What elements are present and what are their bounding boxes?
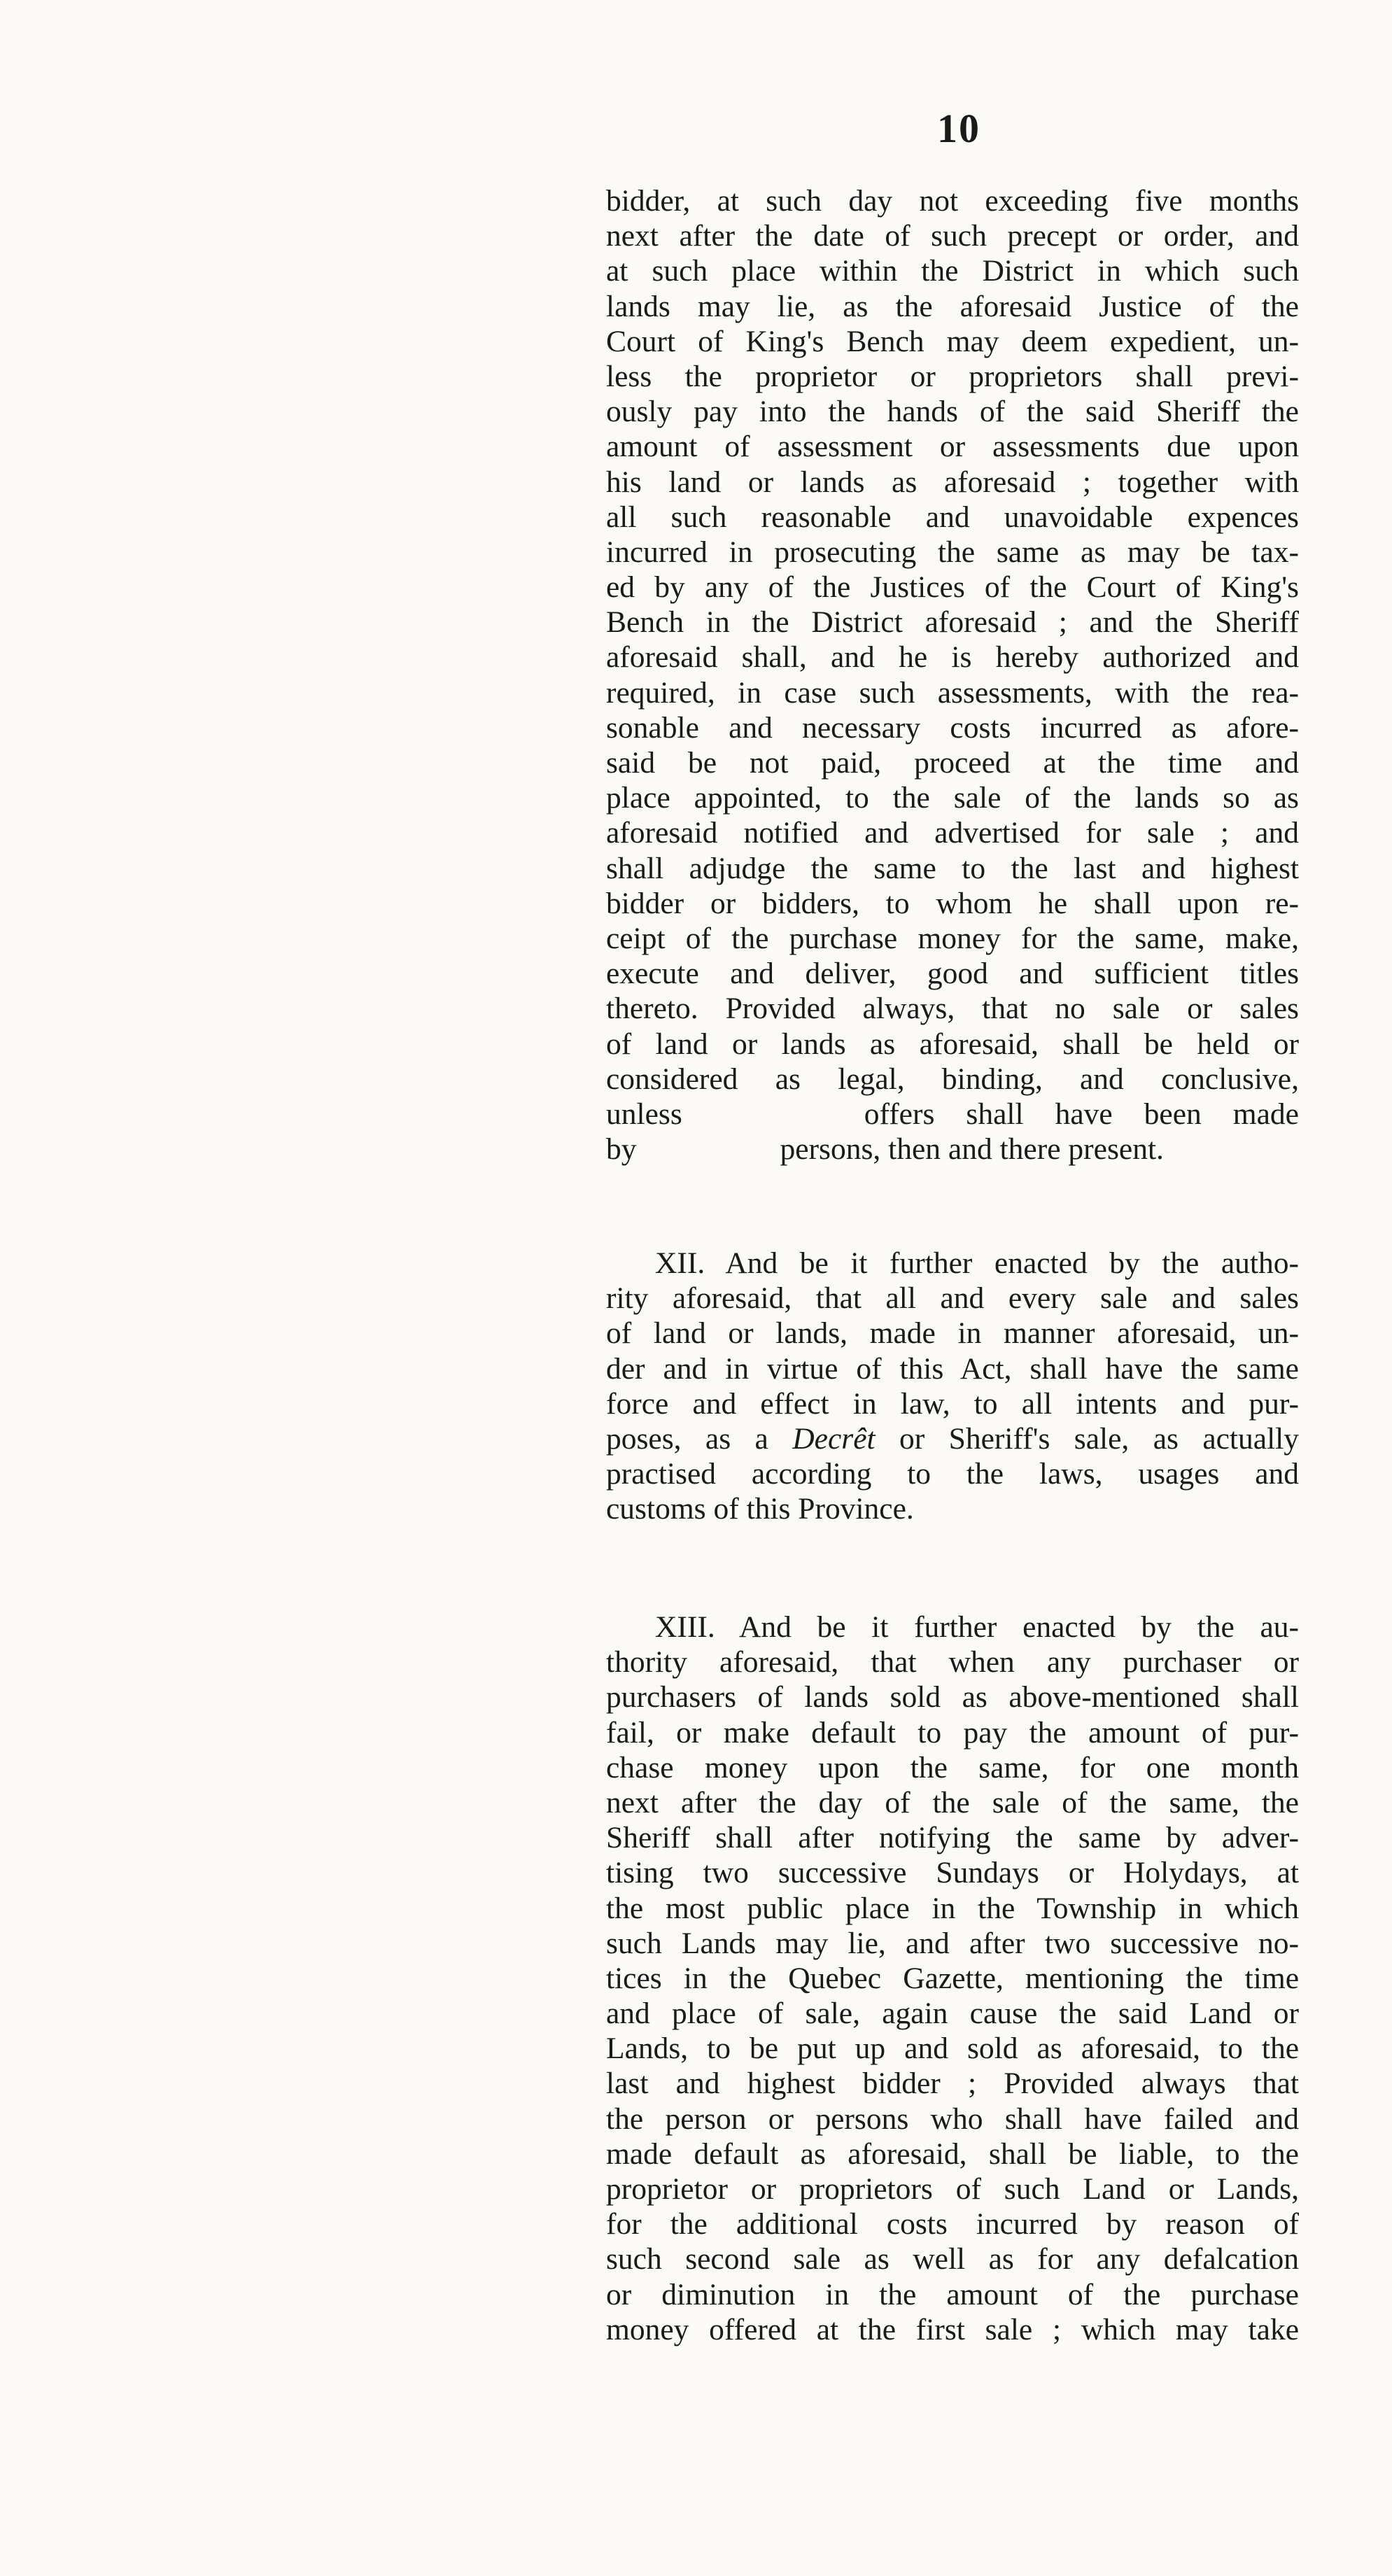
text-line: proprietor or proprietors of such Land or Lands, [606,2172,1299,2206]
text-line: considered as legal, binding, and conclusive, [606,1062,1299,1096]
text-line: of land or lands, made in manner aforesaid, un- [606,1316,1299,1351]
section-heading-line: XIII. And be it further enacted by the au- [655,1610,1299,1644]
text-line: bidder, at such day not exceeding five months [606,184,1299,218]
text-persons: persons, then and there present. [780,1132,1164,1167]
text-line: lands may lie, as the aforesaid Justice of the [606,289,1299,323]
section-13 [606,1610,1299,2347]
page-number: 10 [937,106,980,151]
text-line: purchasers of lands sold as above-mentioned shall [606,1680,1299,1715]
text-line: made default as aforesaid, shall be liable, to the [606,2137,1299,2171]
text-line: amount of assessment or assessments due upon [606,430,1299,464]
text-line: place appointed, to the sale of the lands so as [606,781,1299,815]
text-line: execute and deliver, good and sufficient titles [606,957,1299,991]
text-line: said be not paid, proceed at the time and [606,746,1299,780]
text-line: money offered at the first sale ; which may take [606,2312,1299,2346]
text-line: ed by any of the Justices of the Court of King's [606,570,1299,605]
text-line: der and in virtue of this Act, shall have the same [606,1351,1299,1386]
text-line: chase money upon the same, for one month [606,1750,1299,1785]
text-line: bidder or bidders, to whom he shall upon re- [606,886,1299,920]
text-line: next after the day of the sale of the same, the [606,1785,1299,1820]
section-12 [606,1246,1299,1527]
text-line-by [606,1132,1299,1167]
text-line: force and effect in law, to all intents and pur- [606,1386,1299,1421]
text-line: rity aforesaid, that all and every sale and sales [606,1281,1299,1316]
text-line: Sheriff shall after notifying the same by adver- [606,1821,1299,1855]
text-line: tices in the Quebec Gazette, mentioning the time [606,1961,1299,1995]
text-line: Lands, to be put up and sold as aforesaid, to the [606,2032,1299,2066]
text-line: customs of this Province. [606,1492,914,1526]
text-line: practised according to the laws, usages and [606,1457,1299,1491]
text-line-decret [606,1421,1299,1456]
text-line: ceipt of the purchase money for the same, make, [606,921,1299,955]
italic-term-decret: Decrêt [792,1421,876,1456]
text-line: of land or lands as aforesaid, shall be held or [606,1027,1299,1061]
text-line: the most public place in the Township in which [606,1891,1299,1925]
text-line: aforesaid notified and advertised for sale ; and [606,816,1299,850]
text-line: or diminution in the amount of the purchase [606,2277,1299,2311]
text-line: last and highest bidder ; Provided always that [606,2067,1299,2101]
text-line: at such place within the District in which such [606,254,1299,288]
text-sheriff-sale: or Sheriff's sale, as actually [899,1421,1299,1456]
text-line: such second sale as well as for any defalcation [606,2242,1299,2276]
text-line: all such reasonable and unavoidable expences [606,500,1299,534]
word-unless: unless [606,1097,682,1131]
word-by: by [606,1132,637,1167]
text-line: ously pay into the hands of the said Sheriff the [606,395,1299,429]
text-line: Court of King's Bench may deem expedient, un- [606,324,1299,358]
text-line: the person or persons who shall have failed and [606,2102,1299,2136]
text-line: fail, or make default to pay the amount of pur- [606,1715,1299,1750]
text-line: for the additional costs incurred by reason of [606,2207,1299,2241]
text-line-unless [606,1097,1299,1132]
text-line: Bench in the District aforesaid ; and the Sheriff [606,605,1299,640]
text-line: required, in case such assessments, with the rea- [606,675,1299,710]
text-line: shall adjudge the same to the last and highest [606,851,1299,885]
section-heading-line: XII. And be it further enacted by the autho- [655,1246,1299,1280]
text-line: less the proprietor or proprietors shall previ- [606,359,1299,393]
text-line: aforesaid shall, and he is hereby authorized and [606,640,1299,675]
text-line: thority aforesaid, that when any purchaser or [606,1645,1299,1680]
text-line: tising two successive Sundays or Holydays, at [606,1856,1299,1890]
text-offers: offers shall have been made [864,1097,1299,1131]
text-poses: poses, as a [606,1421,768,1456]
text-line: and place of sale, again cause the said Land or [606,1997,1299,2031]
text-line: next after the date of such precept or order, and [606,219,1299,253]
text-line: his land or lands as aforesaid ; together with [606,465,1299,499]
text-line: incurred in prosecuting the same as may be tax- [606,535,1299,569]
text-line: such Lands may lie, and after two successive no- [606,1926,1299,1960]
section-11-continuation [606,183,1299,1167]
text-line: sonable and necessary costs incurred as afore- [606,710,1299,745]
text-line: thereto. Provided always, that no sale or sales [606,992,1299,1026]
